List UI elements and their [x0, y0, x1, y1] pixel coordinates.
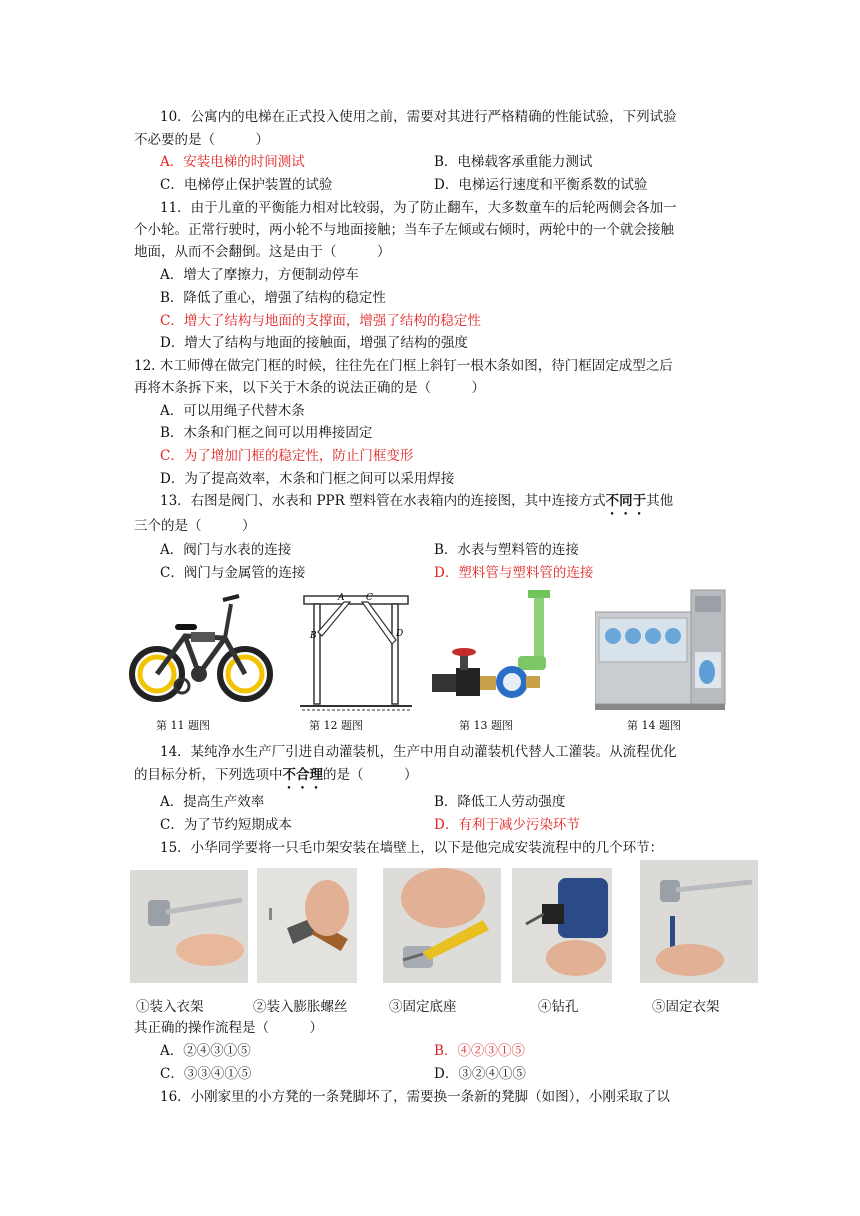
q14-option-b: B．降低工人劳动强度	[434, 794, 566, 810]
q15-step-5: ⑤固定衣架	[652, 999, 720, 1015]
q14-stem-part1: 的目标分析，下列选项中	[134, 767, 283, 783]
q14-stem-line1: 14．某纯净水生产厂引进自动灌装机，生产中用自动灌装机代替人工灌装。从流程优化	[160, 744, 677, 760]
caption-fig-14: 第 14 题图	[627, 719, 681, 732]
q11-option-d: D．增大了结构与地面的接触面，增强了结构的强度	[160, 335, 468, 351]
q11-stem-line2: 个小轮。正常行驶时，两小轮不与地面接触；当车子左倾或右倾时，两轮中的一个就会接触	[134, 222, 674, 238]
figure-label-a: A	[338, 593, 345, 603]
q14-option-c: C．为了节约短期成本	[160, 817, 292, 833]
figure-label-c: C	[366, 593, 373, 603]
q15-stem-line2: 其正确的操作流程是（ ）	[134, 1020, 323, 1036]
q13-option-d: D．塑料管与塑料管的连接	[434, 565, 594, 581]
q14-emphasis: 不合理	[282, 767, 323, 783]
q12-option-b: B．木条和门框之间可以用榫接固定	[160, 425, 373, 441]
q15-step-4: ④钻孔	[538, 999, 579, 1015]
pipe-meter-figure	[432, 588, 572, 713]
step-photo-drill	[512, 868, 612, 983]
q10-option-a: A．安装电梯的时间测试	[160, 154, 305, 170]
q13-stem-line1	[160, 491, 673, 518]
q14-option-d: D．有利于减少污染环节	[434, 817, 580, 833]
q16-stem-line1: 16．小刚家里的小方凳的一条凳脚坏了，需要换一条新的凳脚（如图），小刚采取了以	[160, 1089, 670, 1105]
q15-step-2: ②装入膨胀螺丝	[253, 999, 348, 1015]
filling-machine-figure	[595, 588, 730, 713]
q12-stem-line1: 12. 木工师傅在做完门框的时候，往往先在门框上斜钉一根木条如图，待门框固定成型之后	[134, 358, 673, 374]
step-photo-expansion-bolt	[257, 868, 357, 983]
q15-option-a: A．②④③①⑤	[160, 1043, 251, 1059]
q10-stem-line2: 不必要的是（ ）	[134, 132, 269, 148]
q12-stem-line2: 再将木条拆下来，以下关于木条的说法正确的是（ ）	[134, 380, 485, 396]
q15-stem-line1: 15．小华同学要将一只毛巾架安装在墙壁上，以下是他完成安装流程中的几个环节：	[160, 840, 664, 856]
q10-option-b: B．电梯载客承重能力测试	[434, 154, 593, 170]
q11-option-c: C．增大了结构与地面的支撑面，增强了结构的稳定性	[160, 313, 481, 329]
q10-option-d: D．电梯运行速度和平衡系数的试验	[434, 177, 648, 193]
q15-option-d: D．③②④①⑤	[434, 1066, 526, 1082]
step-photo-fix-base	[383, 868, 501, 983]
q13-stem-part1: 13．右图是阀门、水表和 PPR 塑料管在水表箱内的连接图，其中连接方式	[160, 493, 606, 509]
q11-option-b: B．降低了重心，增强了结构的稳定性	[160, 290, 386, 306]
figure-label-b: B	[310, 631, 317, 641]
figure-label-d: D	[396, 629, 404, 639]
q13-stem-part3: 其他	[646, 493, 674, 509]
q12-option-a: A．可以用绳子代替木条	[160, 403, 305, 419]
step-photo-fix-rack	[640, 860, 758, 983]
q15-step-3: ③固定底座	[389, 999, 457, 1015]
q13-emphasis: 不同于	[605, 493, 647, 509]
door-frame-figure	[300, 588, 412, 713]
q13-option-b: B．水表与塑料管的连接	[434, 542, 579, 558]
q12-option-c: C．为了增加门框的稳定性，防止门框变形	[160, 448, 414, 464]
q14-option-a: A．提高生产效率	[160, 794, 265, 810]
q11-option-a: A．增大了摩擦力，方便制动停车	[160, 267, 359, 283]
q11-stem-line3: 地面，从而不会翻倒。这是由于（ ）	[134, 244, 391, 260]
q15-option-c: C．③③④①⑤	[160, 1066, 252, 1082]
caption-fig-11: 第 11 题图	[156, 719, 210, 732]
q13-option-c: C．阀门与金属管的连接	[160, 565, 306, 581]
q11-stem-line1: 11．由于儿童的平衡能力相对比较弱，为了防止翻车，大多数童车的后轮两侧会各加一	[160, 200, 677, 216]
q10-option-c: C．电梯停止保护装置的试验	[160, 177, 333, 193]
q15-step-1: ①装入衣架	[136, 999, 204, 1015]
caption-fig-12: 第 12 题图	[309, 719, 363, 732]
bicycle-figure	[127, 586, 277, 711]
q12-option-d: D．为了提高效率，木条和门框之间可以采用焊接	[160, 471, 455, 487]
step-photo-insert-rack	[130, 870, 248, 983]
q10-stem-line1: 10．公寓内的电梯在正式投入使用之前，需要对其进行严格精确的性能试验，下列试验	[160, 109, 677, 125]
q14-stem-line2	[134, 765, 418, 792]
q13-stem-line2: 三个的是（ ）	[134, 518, 256, 534]
caption-fig-13: 第 13 题图	[459, 719, 513, 732]
q15-option-b: B．④②③①⑤	[434, 1043, 525, 1059]
q14-stem-part3: 的是（ ）	[323, 767, 418, 783]
q13-option-a: A．阀门与水表的连接	[160, 542, 292, 558]
